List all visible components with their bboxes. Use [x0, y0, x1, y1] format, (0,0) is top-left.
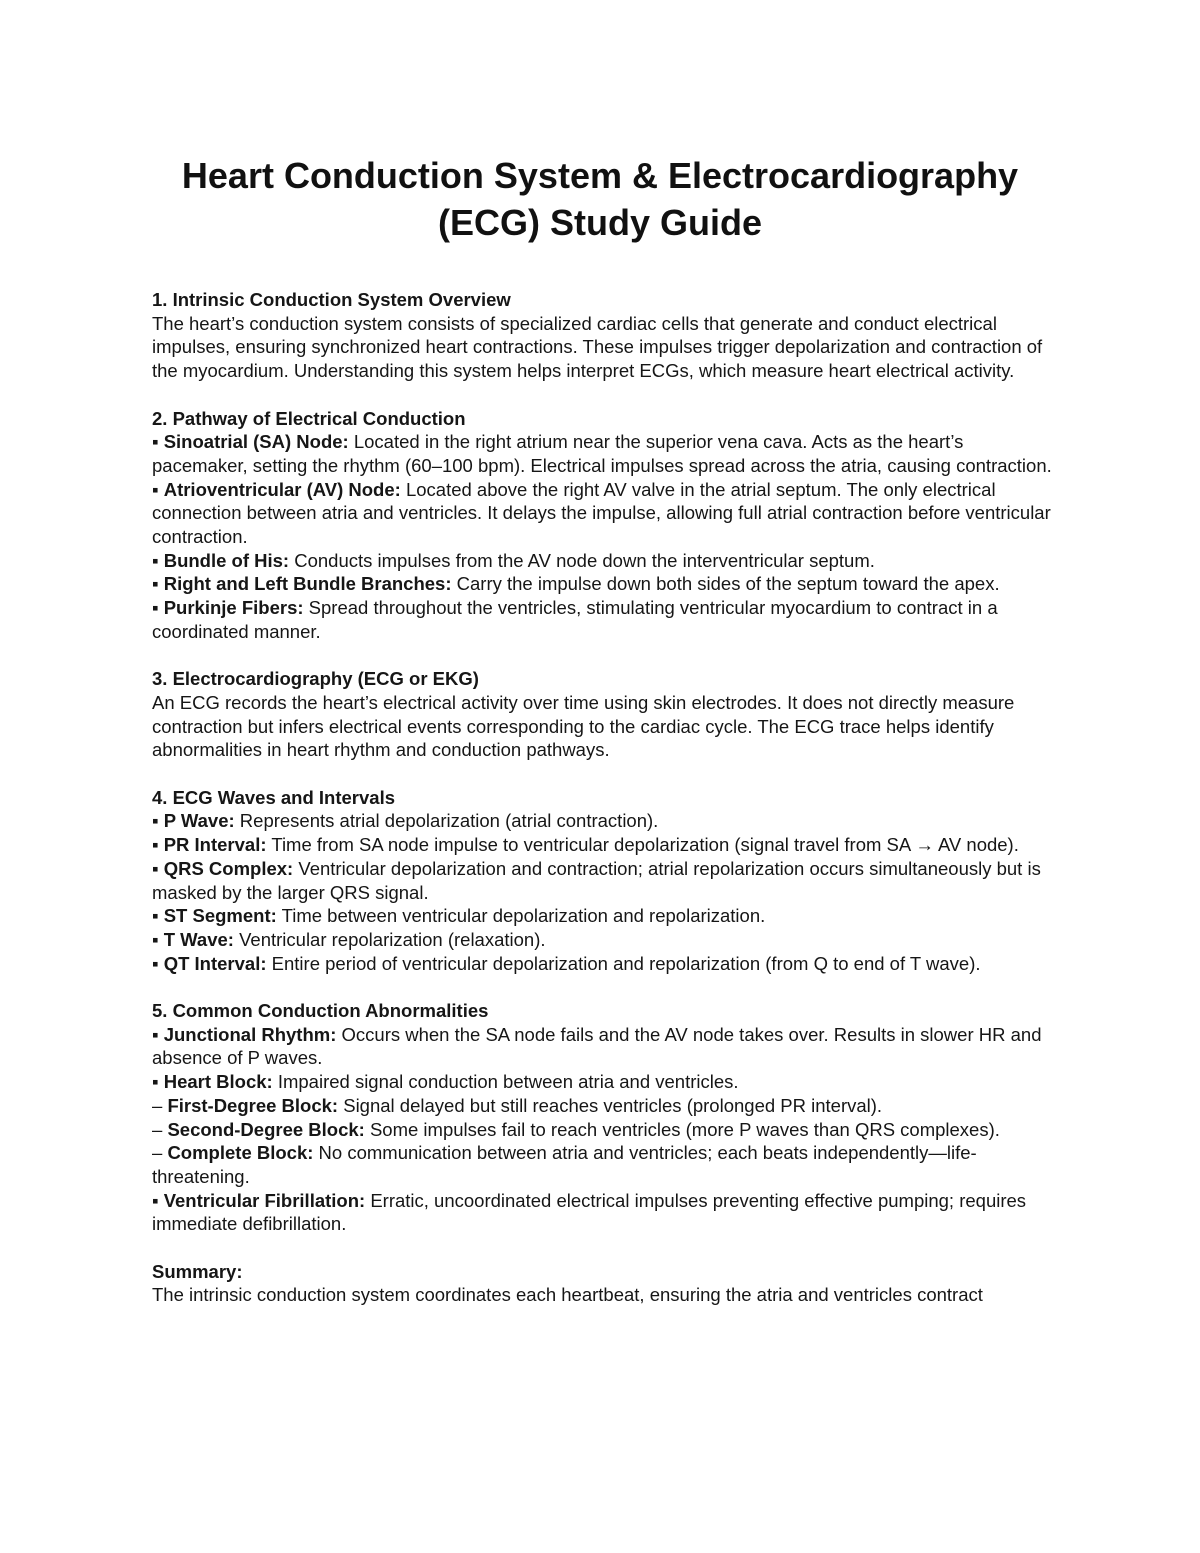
- dash-marker: –: [152, 1118, 163, 1140]
- list-item-term: Atrioventricular (AV) Node:: [163, 478, 401, 500]
- list-item-term: Ventricular Fibrillation:: [163, 1189, 366, 1211]
- summary-paragraph: The intrinsic conduction system coordinates each heartbeat, ensuring the atria and ventricles contract: [152, 1284, 983, 1306]
- list-item: [152, 1189, 1052, 1236]
- list-item: [152, 1094, 1052, 1118]
- list-item-text: Ventricular repolarization (relaxation).: [239, 928, 546, 950]
- list-item: [152, 596, 1052, 643]
- dash-marker: –: [152, 1142, 163, 1164]
- list-item: [152, 833, 1052, 857]
- list-item-text: Occurs when the SA node fails and the AV node takes over. Results in slower HR and absence of P waves.: [152, 1023, 1042, 1069]
- section-electrocardiography: [152, 667, 1052, 762]
- list-item-term: Purkinje Fibers:: [163, 597, 304, 619]
- list-item: [152, 572, 1052, 596]
- list-item-term: Second-Degree Block:: [167, 1118, 365, 1140]
- list-item-term: QT Interval:: [163, 952, 267, 974]
- dash-marker: –: [152, 1094, 163, 1116]
- bullet-marker: ▪: [152, 549, 159, 571]
- bullet-list: [152, 809, 1052, 975]
- list-item-term: Junctional Rhythm:: [163, 1023, 337, 1045]
- section-conduction-overview: [152, 288, 1052, 383]
- page-title: [100, 152, 1100, 246]
- list-item-text: Spread throughout the ventricles, stimulating ventricular myocardium to contract in a coordinated manner.: [152, 597, 998, 642]
- list-item: [152, 1070, 1052, 1094]
- list-item-term: QRS Complex:: [163, 857, 294, 879]
- bullet-marker: ▪: [152, 810, 159, 832]
- section-ecg-waves: [152, 786, 1052, 976]
- list-item-term: ST Segment:: [163, 905, 277, 927]
- section-summary: [152, 1260, 1052, 1307]
- bullet-marker: ▪: [152, 431, 159, 453]
- list-item-text: No communication between atria and ventricles; each beats independently—life-threatening.: [152, 1142, 977, 1187]
- section-heading: 1. Intrinsic Conduction System Overview: [152, 289, 511, 310]
- list-item-term: T Wave:: [163, 928, 234, 950]
- section-heading: 5. Common Conduction Abnormalities: [152, 1000, 489, 1022]
- list-item: [152, 478, 1052, 549]
- summary-heading: Summary:: [152, 1260, 243, 1282]
- bullet-marker: ▪: [152, 1023, 159, 1045]
- list-item-text: Some impulses fail to reach ventricles (more P waves than QRS complexes).: [369, 1118, 1000, 1140]
- list-item: [152, 1141, 1052, 1188]
- list-item-text: Signal delayed but still reaches ventricles (prolonged PR interval).: [343, 1094, 883, 1116]
- section-abnormalities: [152, 999, 1052, 1236]
- list-item-term: Heart Block:: [163, 1071, 273, 1093]
- list-item-term: Complete Block:: [167, 1142, 314, 1164]
- list-item: [152, 904, 1052, 928]
- page-title-line-2: (ECG) Study Guide: [438, 202, 762, 243]
- section-paragraph: The heart’s conduction system consists of specialized cardiac cells that generate and conduct electrical impulses, ensuring synchronized heart contractions. These impulses trigger depolarization and contraction of the myocardium. Understanding this system helps interpret ECGs, which measure heart electrical activity.: [152, 312, 1043, 382]
- list-item-text: Erratic, uncoordinated electrical impulses preventing effective pumping; requires immediate defibrillation.: [152, 1189, 1027, 1235]
- list-item-text: Located above the right AV valve in the atrial septum. The only electrical connection between atria and ventricles. It delays the impulse, allowing full atrial contraction before ventricular contraction.: [152, 478, 1051, 548]
- bullet-marker: ▪: [152, 573, 159, 595]
- page-title-line-1: Heart Conduction System & Electrocardiography: [181, 155, 1019, 196]
- bullet-marker: ▪: [152, 905, 159, 927]
- list-item: [152, 952, 1052, 976]
- section-conduction-pathway: [152, 407, 1052, 644]
- list-item: [152, 549, 1052, 573]
- list-item-text: Carry the impulse down both sides of the septum toward the apex.: [456, 573, 1000, 595]
- bullet-marker: ▪: [152, 1071, 159, 1093]
- list-item-text: Ventricular depolarization and contraction; atrial repolarization occurs simultaneously but is masked by the larger QRS signal.: [152, 857, 1041, 903]
- list-item-text: Entire period of ventricular depolarization and repolarization (from Q to end of T wave).: [271, 952, 981, 974]
- list-item-text: Impaired signal conduction between atria and ventricles.: [277, 1071, 739, 1093]
- list-item-term: P Wave:: [163, 810, 235, 832]
- list-item: [152, 809, 1052, 833]
- list-item-text: Time from SA node impulse to ventricular depolarization (signal travel from SA → AV node).: [271, 834, 1019, 856]
- list-item: [152, 928, 1052, 952]
- bullet-marker: ▪: [152, 834, 159, 856]
- bullet-marker: ▪: [152, 857, 159, 879]
- list-item-term: Sinoatrial (SA) Node:: [163, 431, 349, 453]
- list-item-text: Located in the right atrium near the superior vena cava. Acts as the heart’s pacemaker, setting the rhythm (60–100 bpm). Electrical impulses spread across the atria, causing contraction.: [152, 431, 1052, 476]
- list-item: [152, 430, 1052, 477]
- bullet-marker: ▪: [152, 478, 159, 500]
- list-item: [152, 1118, 1052, 1142]
- bullet-marker: ▪: [152, 1189, 159, 1211]
- bullet-list: [152, 430, 1052, 643]
- section-heading: 3. Electrocardiography (ECG or EKG): [152, 668, 479, 690]
- list-item: [152, 857, 1052, 904]
- bullet-marker: ▪: [152, 597, 159, 619]
- document-body: [152, 288, 1052, 1331]
- list-item-text: Time between ventricular depolarization and repolarization.: [281, 905, 766, 927]
- section-heading: 4. ECG Waves and Intervals: [152, 786, 395, 808]
- bullet-list: [152, 1023, 1052, 1236]
- list-item-term: Right and Left Bundle Branches:: [163, 573, 452, 595]
- bullet-marker: ▪: [152, 928, 159, 950]
- list-item: [152, 1023, 1052, 1070]
- list-item-term: PR Interval:: [163, 834, 267, 856]
- list-item-term: First-Degree Block:: [167, 1094, 339, 1116]
- list-item-text: Represents atrial depolarization (atrial contraction).: [239, 810, 659, 832]
- list-item-term: Bundle of His:: [163, 549, 290, 571]
- list-item-text: Conducts impulses from the AV node down the interventricular septum.: [294, 549, 875, 571]
- bullet-marker: ▪: [152, 952, 159, 974]
- section-paragraph: An ECG records the heart’s electrical activity over time using skin electrodes. It does not directly measure contraction but infers electrical events corresponding to the cardiac cycle. The ECG trace helps identify abnormalities in heart rhythm and conduction pathways.: [152, 691, 1015, 761]
- section-heading: 2. Pathway of Electrical Conduction: [152, 407, 466, 429]
